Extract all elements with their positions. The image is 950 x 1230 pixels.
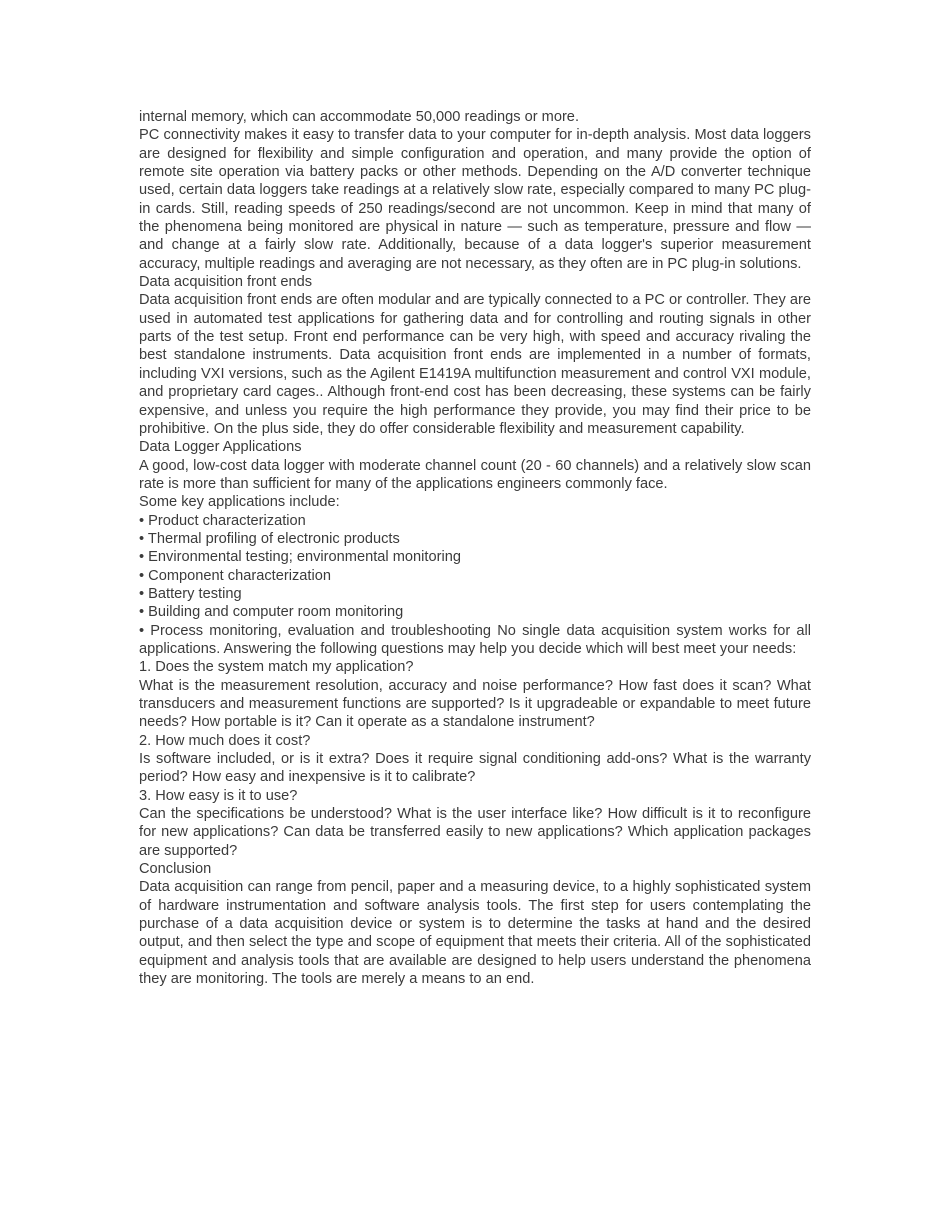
body-paragraph: Data acquisition front ends are often modular and are typically connected to a PC or controller. They are used in automated test applications for gathering data and for controlling and routing signals in other parts of the test setup. Front end performance can be very high, with speed and accuracy rivaling the best standalone instruments. Data acquisition front ends are implemented in a number of formats, including VXI versions, such as the Agilent E1419A multifunction measurement and control VXI module, and proprietary card cages.. Although front-end cost has been decreasing, these systems can be fairly expensive, and unless you require the high performance they provide, you may find their price to be prohibitive. On the plus side, they do offer considerable flexibility and measurement capability.: [139, 292, 811, 437]
bullet-list-item: • Environmental testing; environmental monitoring: [139, 549, 461, 566]
body-line: 3. How easy is it to use?: [139, 787, 298, 804]
body-paragraph: • Process monitoring, evaluation and troubleshooting No single data acquisition system works for all applications. Answering the following questions may help you decide which will best meet your needs:: [139, 622, 811, 657]
bullet-list-item: • Building and computer room monitoring: [139, 604, 404, 621]
body-line: Conclusion: [139, 861, 212, 878]
body-paragraph: What is the measurement resolution, accuracy and noise performance? How fast does it scan? What transducers and measurement functions are supported? Is it upgradeable or expandable to meet future needs? How portable is it? Can it operate as a standalone instrument?: [139, 677, 811, 731]
body-line: internal memory, which can accommodate 50,000 readings or more.: [139, 109, 580, 125]
body-line: 1. Does the system match my application?: [139, 659, 414, 676]
body-line: 2. How much does it cost?: [139, 732, 311, 749]
body-paragraph: PC connectivity makes it easy to transfer data to your computer for in-depth analysis. Most data loggers are designed for flexibility and simple configuration and operation, and many provide the option of remote site operation via battery packs or other methods. Depending on the A/D converter technique used, certain data loggers take readings at a relatively slow rate, especially compared to many PC plug-in cards. Still, reading speeds of 250 readings/second are not uncommon. Keep in mind that many of the phenomena being monitored are physical in nature — such as temperature, pressure and flow — and change at a fairly slow rate. Additionally, because of a data logger's superior measurement accuracy, multiple readings and averaging are not necessary, as they often are in PC plug-in solutions.: [139, 127, 811, 272]
document-body-text: [139, 108, 811, 989]
bullet-list-item: • Product characterization: [139, 512, 306, 529]
body-line: Data acquisition front ends: [139, 274, 313, 291]
body-line: Data Logger Applications: [139, 439, 302, 456]
body-paragraph: Can the specifications be understood? What is the user interface like? How difficult is it to reconfigure for new applications? Can data be transferred easily to new applications? Which application packages are supported?: [139, 806, 811, 859]
body-paragraph: Is software included, or is it extra? Does it require signal conditioning add-ons? What is the warranty period? How easy and inexpensive is it to calibrate?: [139, 751, 811, 786]
bullet-list-item: • Thermal profiling of electronic products: [139, 530, 400, 547]
bullet-list-item: • Component characterization: [139, 567, 331, 584]
body-paragraph: A good, low-cost data logger with moderate channel count (20 - 60 channels) and a relatively slow scan rate is more than sufficient for many of the applications engineers commonly face.: [139, 457, 811, 492]
bullet-list-item: • Battery testing: [139, 585, 242, 602]
body-line: Some key applications include:: [139, 494, 340, 511]
body-paragraph: Data acquisition can range from pencil, paper and a measuring device, to a highly sophisticated system of hardware instrumentation and software analysis tools. The first step for users contemplating the purchase of a data acquisition device or system is to determine the tasks at hand and the desired output, and then select the type and scope of equipment that meets their criteria. All of the sophisticated equipment and analysis tools that are available are designed to help users understand the phenomena they are monitoring. The tools are merely a means to an end.: [139, 879, 811, 988]
